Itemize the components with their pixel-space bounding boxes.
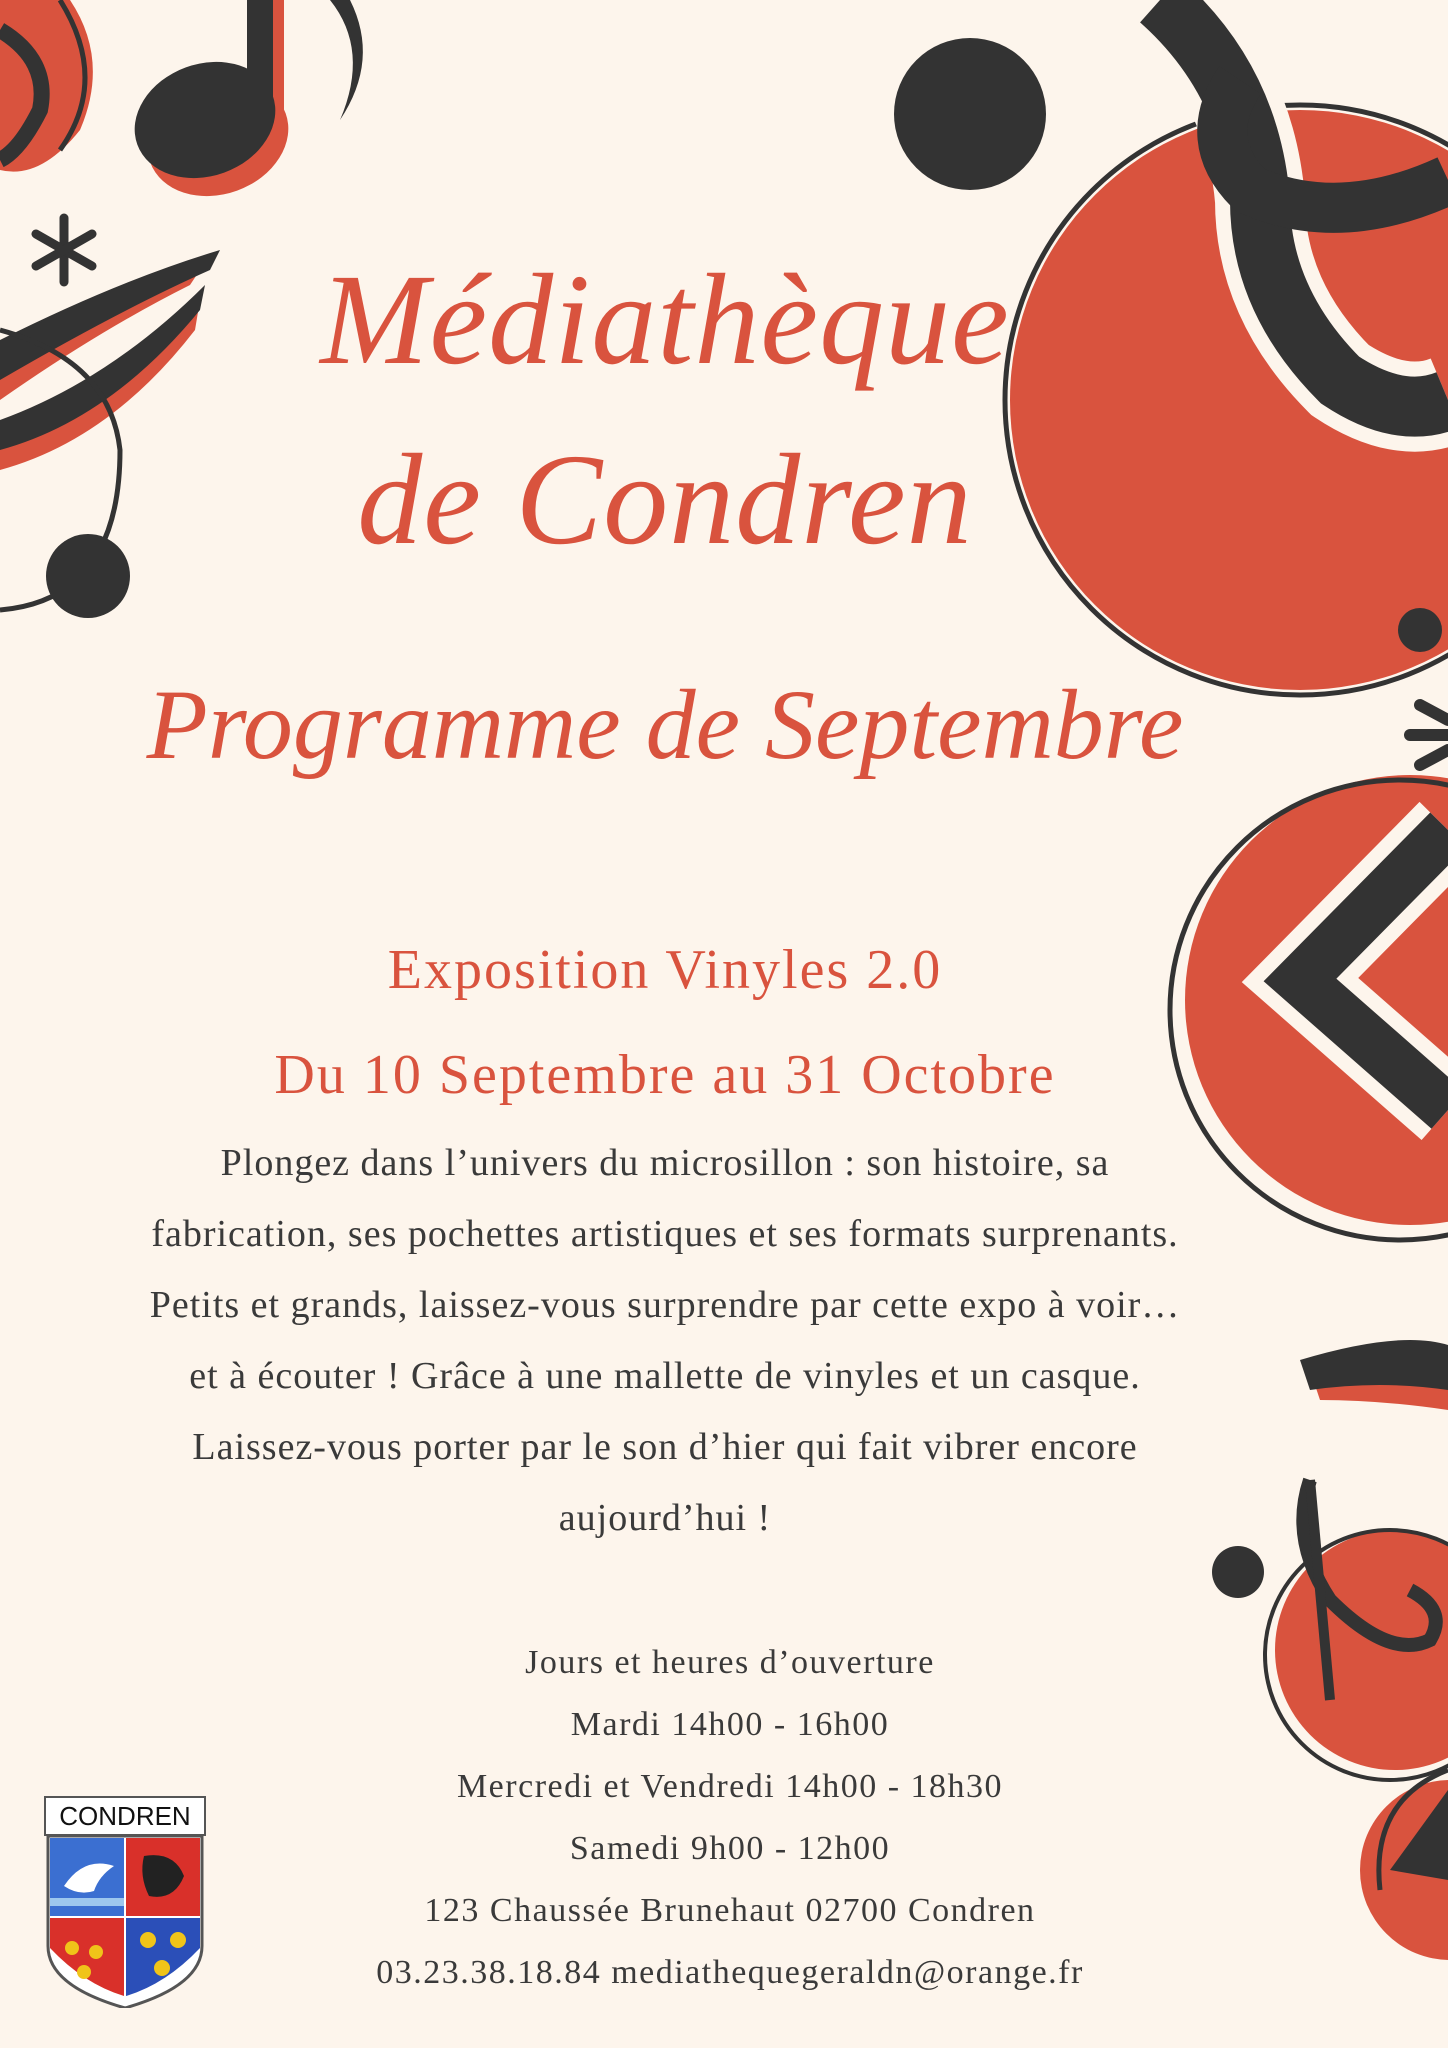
contact-info: 03.23.38.18.84 mediathequegeraldn@orange.fr — [376, 1954, 1084, 1991]
hours-tuesday: Mardi 14h00 - 16h00 — [570, 1706, 890, 1743]
description-line: Laissez-vous porter par le son d’hier qui fait vibrer encore — [192, 1426, 1138, 1468]
asterisk-icon — [1410, 705, 1448, 765]
description-line: aujourd’hui ! — [558, 1497, 772, 1539]
address: 123 Chaussée Brunehaut 02700 Condren — [424, 1892, 1036, 1929]
event-dates: Du 10 Septembre au 31 Octobre — [274, 1044, 1056, 1106]
description-line: Plongez dans l’univers du microsillon : son histoire, sa — [220, 1142, 1110, 1184]
record-partial-icon — [0, 0, 93, 172]
page-title-line2: de Condren — [357, 428, 973, 572]
eighth-note-icon — [118, 0, 363, 215]
logo-label: CONDREN — [44, 1796, 206, 1836]
opening-heading: Jours et heures d’ouverture — [525, 1644, 935, 1681]
event-name: Exposition Vinyles 2.0 — [387, 939, 943, 1001]
town-logo — [44, 1796, 206, 2008]
opening-hours — [230, 1632, 1230, 2004]
page-subtitle: Programme de Septembre — [146, 669, 1184, 780]
page-title-line1: Médiathèque — [320, 248, 1010, 392]
dot-icon — [894, 38, 1046, 190]
hours-wed-fri: Mercredi et Vendredi 14h00 - 18h30 — [456, 1768, 1004, 1805]
note-flag-icon — [1300, 1340, 1448, 1410]
event-description — [60, 1128, 1270, 1554]
description-line: Petits et grands, laissez-vous surprendre par cette expo à voir… — [149, 1284, 1181, 1326]
coat-of-arms-icon — [44, 1836, 206, 2008]
description-line: fabrication, ses pochettes artistiques et ses formats surprenants. — [151, 1213, 1179, 1255]
record-partial-icon — [1360, 1770, 1448, 1960]
hours-saturday: Samedi 9h00 - 12h00 — [569, 1830, 891, 1867]
description-line: et à écouter ! Grâce à une mallette de vinyles et un casque. — [189, 1355, 1141, 1397]
